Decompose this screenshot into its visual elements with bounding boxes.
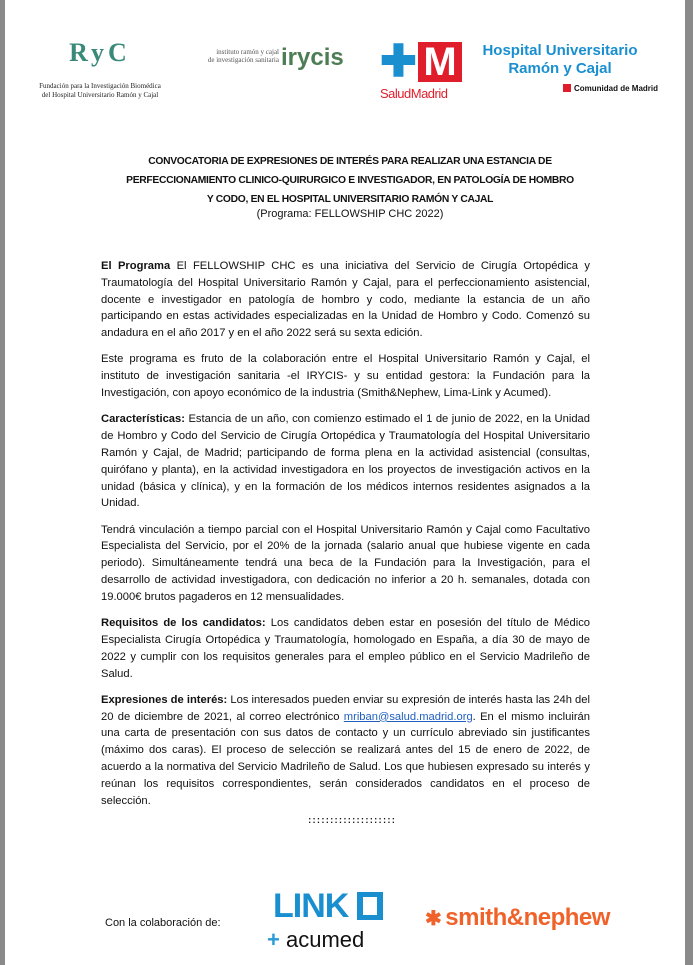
star-icon: ✱ xyxy=(425,908,442,930)
irycis-small: instituto ramón y cajal xyxy=(216,48,279,56)
program-subtitle: (Programa: FELLOWSHIP CHC 2022) xyxy=(256,208,444,220)
paragraph-program xyxy=(101,258,590,342)
label: Expresiones de interés: xyxy=(101,693,228,706)
ryc-subtitle: Fundación para la Investigación Biomédica xyxy=(39,82,161,90)
hospital-line: Ramón y Cajal xyxy=(508,60,612,77)
flag-icon xyxy=(563,84,571,92)
hospital-logo xyxy=(475,42,645,78)
link-logo: LINK xyxy=(273,887,349,925)
document-body xyxy=(101,258,590,819)
salud-m: M xyxy=(418,42,462,82)
ryc-subtitle: del Hospital Universitario Ramón y Cajal xyxy=(41,91,159,99)
header-logos xyxy=(5,34,685,104)
title-line: PERFECCIONAMIENTO CLINICO-QUIRURGICO E INVESTIGADOR, EN PATOLOGÍA DE HOMBRO xyxy=(126,175,574,186)
text: Los interesados pueden enviar su expresión de interés hasta las 24h del 20 de diciembre de 2021, al correo electrónico xyxy=(101,693,590,723)
text: El FELLOWSHIP CHC es una iniciativa del Servicio de Cirugía Ortopédica y Traumatología del Hospital Universitario Ramón y Cajal, para el perfeccionamiento asistencial, docente e investigador en patología de hombro y codo, mediante la estancia de un año participando en estas actividades especializadas en la Unidad de Hombro y Codo. Comenzó su andadura en el año 2017 y en el año 2022 será su sexta edición. xyxy=(101,260,590,340)
document-title xyxy=(100,152,600,209)
separator: :::::::::::::::::::: xyxy=(307,816,396,826)
document-page xyxy=(5,0,685,965)
text: . En el mismo incluirán una carta de presentación con sus datos de contacto y un currículo abreviado sin justificantes (máximo dos caras). El proceso de selección se realizará antes del 15 de enero de 2022, de acuerdo a la normativa del Servicio Madrileño de Salud. Los que hubiesen expresado su interés y reúnan los requisitos correspondientes, serán considerados candidatos en el proceso de selección. xyxy=(101,710,590,807)
label: Características: xyxy=(101,413,185,426)
acumed-text: acumed xyxy=(285,927,365,952)
irycis-name: irycis xyxy=(281,44,344,71)
label: El Programa xyxy=(101,260,171,272)
ryc-mark: RyC xyxy=(69,38,131,67)
title-line: CONVOCATORIA DE EXPRESIONES DE INTERÉS PARA REALIZAR UNA ESTANCIA DE xyxy=(148,156,552,167)
paragraph-contract: Tendrá vinculación a tiempo parcial con el Hospital Universitario Ramón y Cajal como Facultativo Especialista del Servicio, por el 20% de la jornada (salario anual que hubiese vigente en cada periodo). Simultáneamente tendrá una beca de la Fundación para la Investigación, para el desarrollo de actividad investigadora, con dedicación no inferior a 20 h. semanales, dotada con 19.000€ brutos pagaderos en 12 mensualidades. xyxy=(101,523,590,603)
paragraph-requirements xyxy=(101,615,590,682)
label: Requisitos de los candidatos: xyxy=(101,617,266,630)
paragraph-collaboration: Este programa es fruto de la colaboración entre el Hospital Universitario Ramón y Cajal, el instituto de investigación sanitaria -el IRYCIS- y su entidad gestora: la Fundación para la Investigación, con apoyo económico de la industria (Smith&Nephew, Lima-Link y Acumed). xyxy=(101,353,590,400)
text: Los candidatos deben estar en posesión del título de Médico Especialista Cirugía Ortopédica y Traumatología, homologado en España, a día 30 de mayo de 2022 y cumplir con los requisitos generales para el empleo público en el Servicio Madrileño de Salud. xyxy=(101,617,591,680)
irycis-small: de investigación sanitaria xyxy=(207,56,279,64)
collaboration-label: Con la colaboración de: xyxy=(105,917,221,929)
comunidad-text: Comunidad de Madrid xyxy=(574,84,658,93)
hospital-line: Hospital Universitario xyxy=(482,42,638,59)
email-link[interactable]: mriban@salud.madrid.org xyxy=(343,710,473,723)
smith-nephew-logo xyxy=(425,904,610,932)
paragraph-characteristics xyxy=(101,411,590,512)
star-cross-icon: ✚ xyxy=(380,37,417,86)
link-mark-icon xyxy=(357,892,383,920)
comunidad-madrid-logo xyxy=(563,84,658,93)
ryc-foundation-logo xyxy=(35,38,165,100)
acumed-logo xyxy=(267,927,364,953)
paragraph-expressions xyxy=(101,692,590,810)
salud-text: SaludMadrid xyxy=(380,86,448,101)
plus-icon: + xyxy=(267,927,280,952)
smith-nephew-text: smith&nephew xyxy=(445,904,610,931)
text: Estancia de un año, con comienzo estimado el 1 de junio de 2022, en la Unidad de Hombro y Codo del Servicio de Cirugía Ortopédica y Traumatología del Hospital Universitario Ramón y Cajal, de Madrid; participando de forma plena en la actividad asistencial (consultas, quirófano y planta), en la actividad investigadora en los proyectos de investigación activos en la unidad (básica y clínica), y en la formación de los médicos internos residentes asignados a la Unidad. xyxy=(101,413,590,510)
title-line: Y CODO, EN EL HOSPITAL UNIVERSITARIO RAMÓN Y CAJAL xyxy=(206,194,494,205)
